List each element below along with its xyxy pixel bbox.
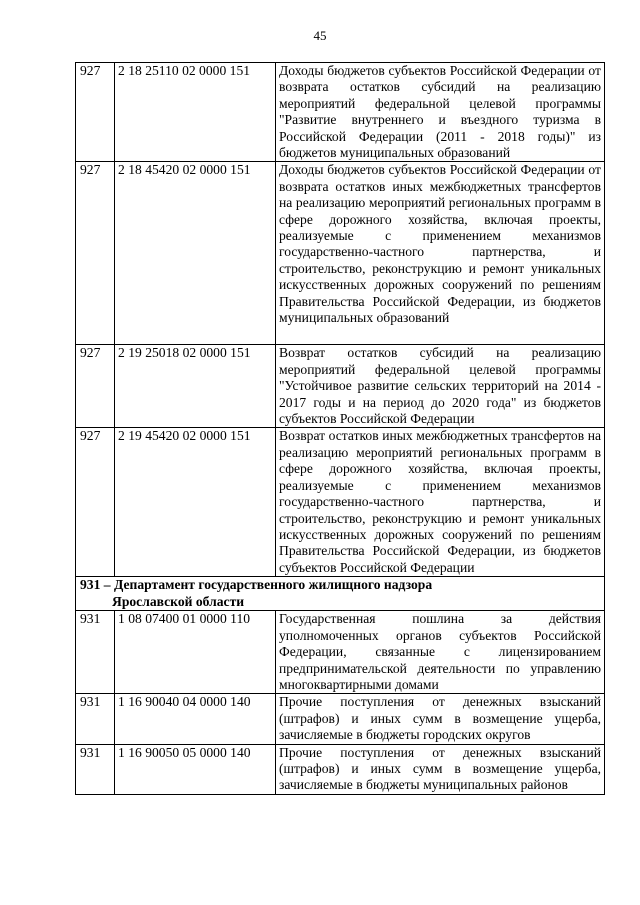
budget-codes-table bbox=[75, 62, 605, 795]
income-name-cell: Доходы бюджетов субъектов Российской Федерации от возврата остатков субсидий на реализацию мероприятий федеральной целевой программы "Развитие внутреннего и въездного туризма в Российской Федерации (2011 - 2018 годы)" из бюджетов муниципальных образований bbox=[276, 63, 605, 162]
section-title-line1: 931 – Департамент государственного жилищного надзора bbox=[80, 577, 433, 593]
section-header bbox=[76, 577, 605, 611]
section-header-row bbox=[76, 577, 605, 611]
income-name-cell: Прочие поступления от денежных взысканий (штрафов) и иных сумм в возмещение ущерба, зачисляемые в бюджеты городских округов bbox=[276, 694, 605, 744]
budget-code-cell: 1 16 90050 05 0000 140 bbox=[115, 744, 276, 794]
section-title-line2: Ярославской области bbox=[112, 593, 245, 609]
table-row bbox=[76, 744, 605, 794]
page-number: 45 bbox=[313, 28, 327, 43]
budget-code-cell: 2 19 25018 02 0000 151 bbox=[115, 345, 276, 428]
budget-code-cell: 2 18 25110 02 0000 151 bbox=[115, 63, 276, 162]
budget-code-cell: 1 16 90040 04 0000 140 bbox=[115, 694, 276, 744]
income-name-cell: Доходы бюджетов субъектов Российской Федерации от возврата остатков иных межбюджетных трансфертов на реализацию мероприятий региональных программ в сфере дорожного хозяйства, включая проекты, реализуемые с применением механизмов государственно-частного партнерства, и строительство, реконструкцию и ремонт уникальных искусственных дорожных сооружений по решениям Правительства Российской Федерации, из бюджетов муниципальных образований bbox=[276, 162, 605, 345]
income-name-cell: Возврат остатков субсидий на реализацию мероприятий федеральной целевой программы "Устойчивое развитие сельских территорий на 2014 - 2017 годы и на период до 2020 года" из бюджетов субъектов Российской Федерации bbox=[276, 345, 605, 428]
budget-code-cell: 2 18 45420 02 0000 151 bbox=[115, 162, 276, 345]
admin-code-cell: 927 bbox=[76, 63, 115, 162]
table-row bbox=[76, 428, 605, 577]
admin-code-cell: 927 bbox=[76, 162, 115, 345]
income-name-cell: Прочие поступления от денежных взысканий (штрафов) и иных сумм в возмещение ущерба, зачисляемые в бюджеты муниципальных районов bbox=[276, 744, 605, 794]
admin-code-cell: 927 bbox=[76, 428, 115, 577]
budget-code-cell: 1 08 07400 01 0000 110 bbox=[115, 611, 276, 694]
table-row bbox=[76, 162, 605, 345]
table-row bbox=[76, 63, 605, 162]
income-name-cell: Возврат остатков иных межбюджетных трансфертов на реализацию мероприятий региональных программ в сфере дорожного хозяйства, включая проекты, реализуемые с применением механизмов государственно-частного партнерства, и строительство, реконструкцию и ремонт уникальных искусственных дорожных сооружений по решениям Правительства Российской Федерации, из бюджетов субъектов Российской Федерации bbox=[276, 428, 605, 577]
table-row bbox=[76, 611, 605, 694]
table-row bbox=[76, 694, 605, 744]
budget-code-cell: 2 19 45420 02 0000 151 bbox=[115, 428, 276, 577]
table-row bbox=[76, 345, 605, 428]
admin-code-cell: 931 bbox=[76, 611, 115, 694]
admin-code-cell: 931 bbox=[76, 694, 115, 744]
income-name-cell: Государственная пошлина за действия уполномоченных органов субъектов Российской Федерации, связанные с лицензированием предпринимательской деятельности по управлению многоквартирными домами bbox=[276, 611, 605, 694]
admin-code-cell: 931 bbox=[76, 744, 115, 794]
admin-code-cell: 927 bbox=[76, 345, 115, 428]
